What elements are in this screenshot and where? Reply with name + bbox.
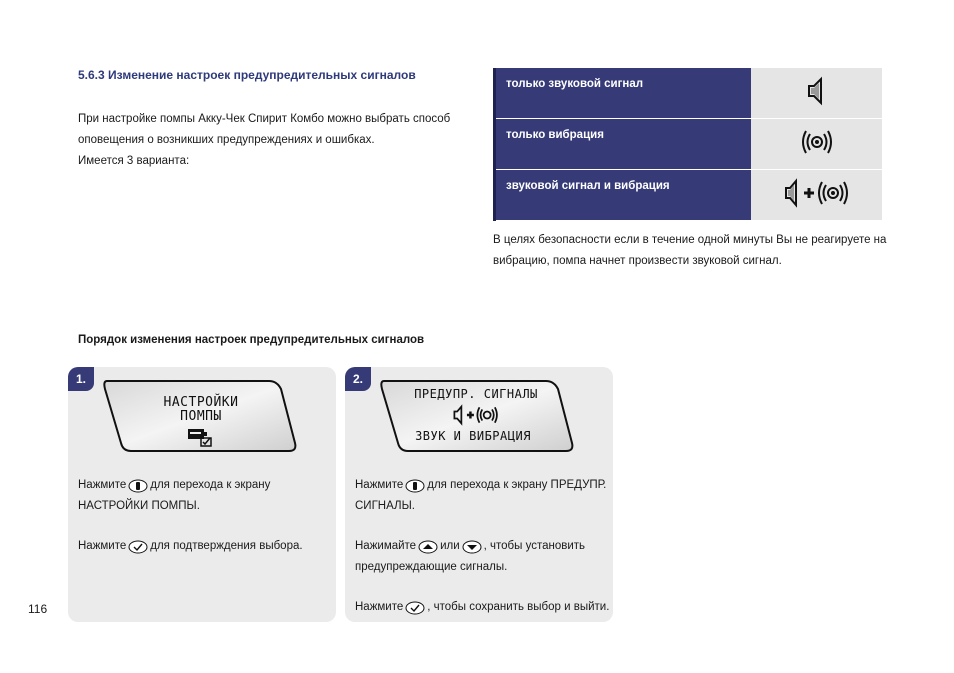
instruction-text: для перехода к экрану ПРЕДУПР. (427, 479, 607, 491)
instruction-text: или (440, 540, 460, 552)
instruction-text: , чтобы сохранить выбор и выйти. (427, 601, 610, 613)
instruction-text: для подтверждения выбора. (150, 540, 303, 552)
instruction-text: предупреждающие сигналы. (355, 561, 508, 573)
page-number: 116 (28, 602, 48, 616)
safety-note (493, 230, 893, 272)
pump-settings-icon (187, 427, 215, 447)
instruction-text: НАСТРОЙКИ ПОМПЫ. (78, 500, 200, 512)
instruction-line (78, 475, 333, 496)
display-line-2: ПОМПЫ (180, 409, 222, 424)
alert-option-label: только вибрация (495, 119, 752, 170)
instruction-line (78, 496, 333, 517)
step-instructions (78, 475, 333, 557)
instruction-text: СИГНАЛЫ. (355, 500, 415, 512)
instruction-text: Нажмите (78, 479, 127, 491)
display-line-3: ЗВУК И ВИБРАЦИЯ (415, 429, 531, 443)
instruction-line (78, 536, 333, 557)
alert-option-icon-cell (751, 119, 882, 170)
intro-line: При настройке помпы Акку-Чек Спирит Комбо можно выбрать способ (78, 113, 451, 125)
instruction-text: , чтобы установить (483, 540, 586, 552)
instruction-line (355, 536, 610, 557)
speaker-plus-vibration-icon (784, 178, 850, 208)
pump-display (101, 377, 299, 455)
safety-line: вибрацию, помпа начнет произвести звуковой сигнал. (493, 255, 782, 267)
instruction-text: Нажимайте (355, 540, 417, 552)
instruction-line (355, 557, 610, 578)
instruction-text: Нажмите (78, 540, 127, 552)
step-card-2 (345, 367, 613, 622)
down-button-icon (462, 540, 482, 554)
alert-option-label: звуковой сигнал и вибрация (495, 170, 752, 221)
alert-option-label: только звуковой сигнал (495, 68, 752, 119)
instruction-line (355, 496, 610, 517)
instruction-text: Нажмите (355, 601, 404, 613)
alert-option-row (495, 170, 883, 221)
pump-display (378, 377, 576, 455)
alert-option-row (495, 119, 883, 170)
speaker-plus-vibration-icon (453, 404, 499, 426)
instruction-line (355, 475, 610, 496)
ok-check-button-icon (405, 601, 425, 615)
menu-button-icon (128, 479, 148, 493)
speaker-icon (806, 76, 828, 106)
intro-line: Имеется 3 варианта: (78, 155, 190, 167)
display-line-1: ПРЕДУПР. СИГНАЛЫ (414, 387, 538, 401)
section-title: 5.6.3 Изменение настроек предупредительных сигналов (78, 68, 416, 82)
steps-heading: Порядок изменения настроек предупредительных сигналов (78, 334, 425, 346)
menu-button-icon (405, 479, 425, 493)
intro-paragraph (78, 109, 478, 172)
step-card-1 (68, 367, 336, 622)
ok-check-button-icon (128, 540, 148, 554)
instruction-line (355, 597, 610, 618)
instruction-text: для перехода к экрану (150, 479, 271, 491)
alert-option-icon-cell (751, 68, 882, 119)
step-number: 1. (68, 367, 94, 391)
alert-option-icon-cell (751, 170, 882, 221)
up-button-icon (418, 540, 438, 554)
alert-options-table (493, 68, 882, 221)
safety-line: В целях безопасности если в течение одной минуты Вы не реагируете на (493, 234, 887, 246)
display-line-1: НАСТРОЙКИ (163, 395, 239, 410)
intro-line: оповещения о возникших предупреждениях и ошибках. (78, 134, 375, 146)
instruction-text: Нажмите (355, 479, 404, 491)
step-instructions (355, 475, 610, 618)
alert-option-row (495, 68, 883, 119)
step-number: 2. (345, 367, 371, 391)
vibration-icon (800, 127, 834, 157)
